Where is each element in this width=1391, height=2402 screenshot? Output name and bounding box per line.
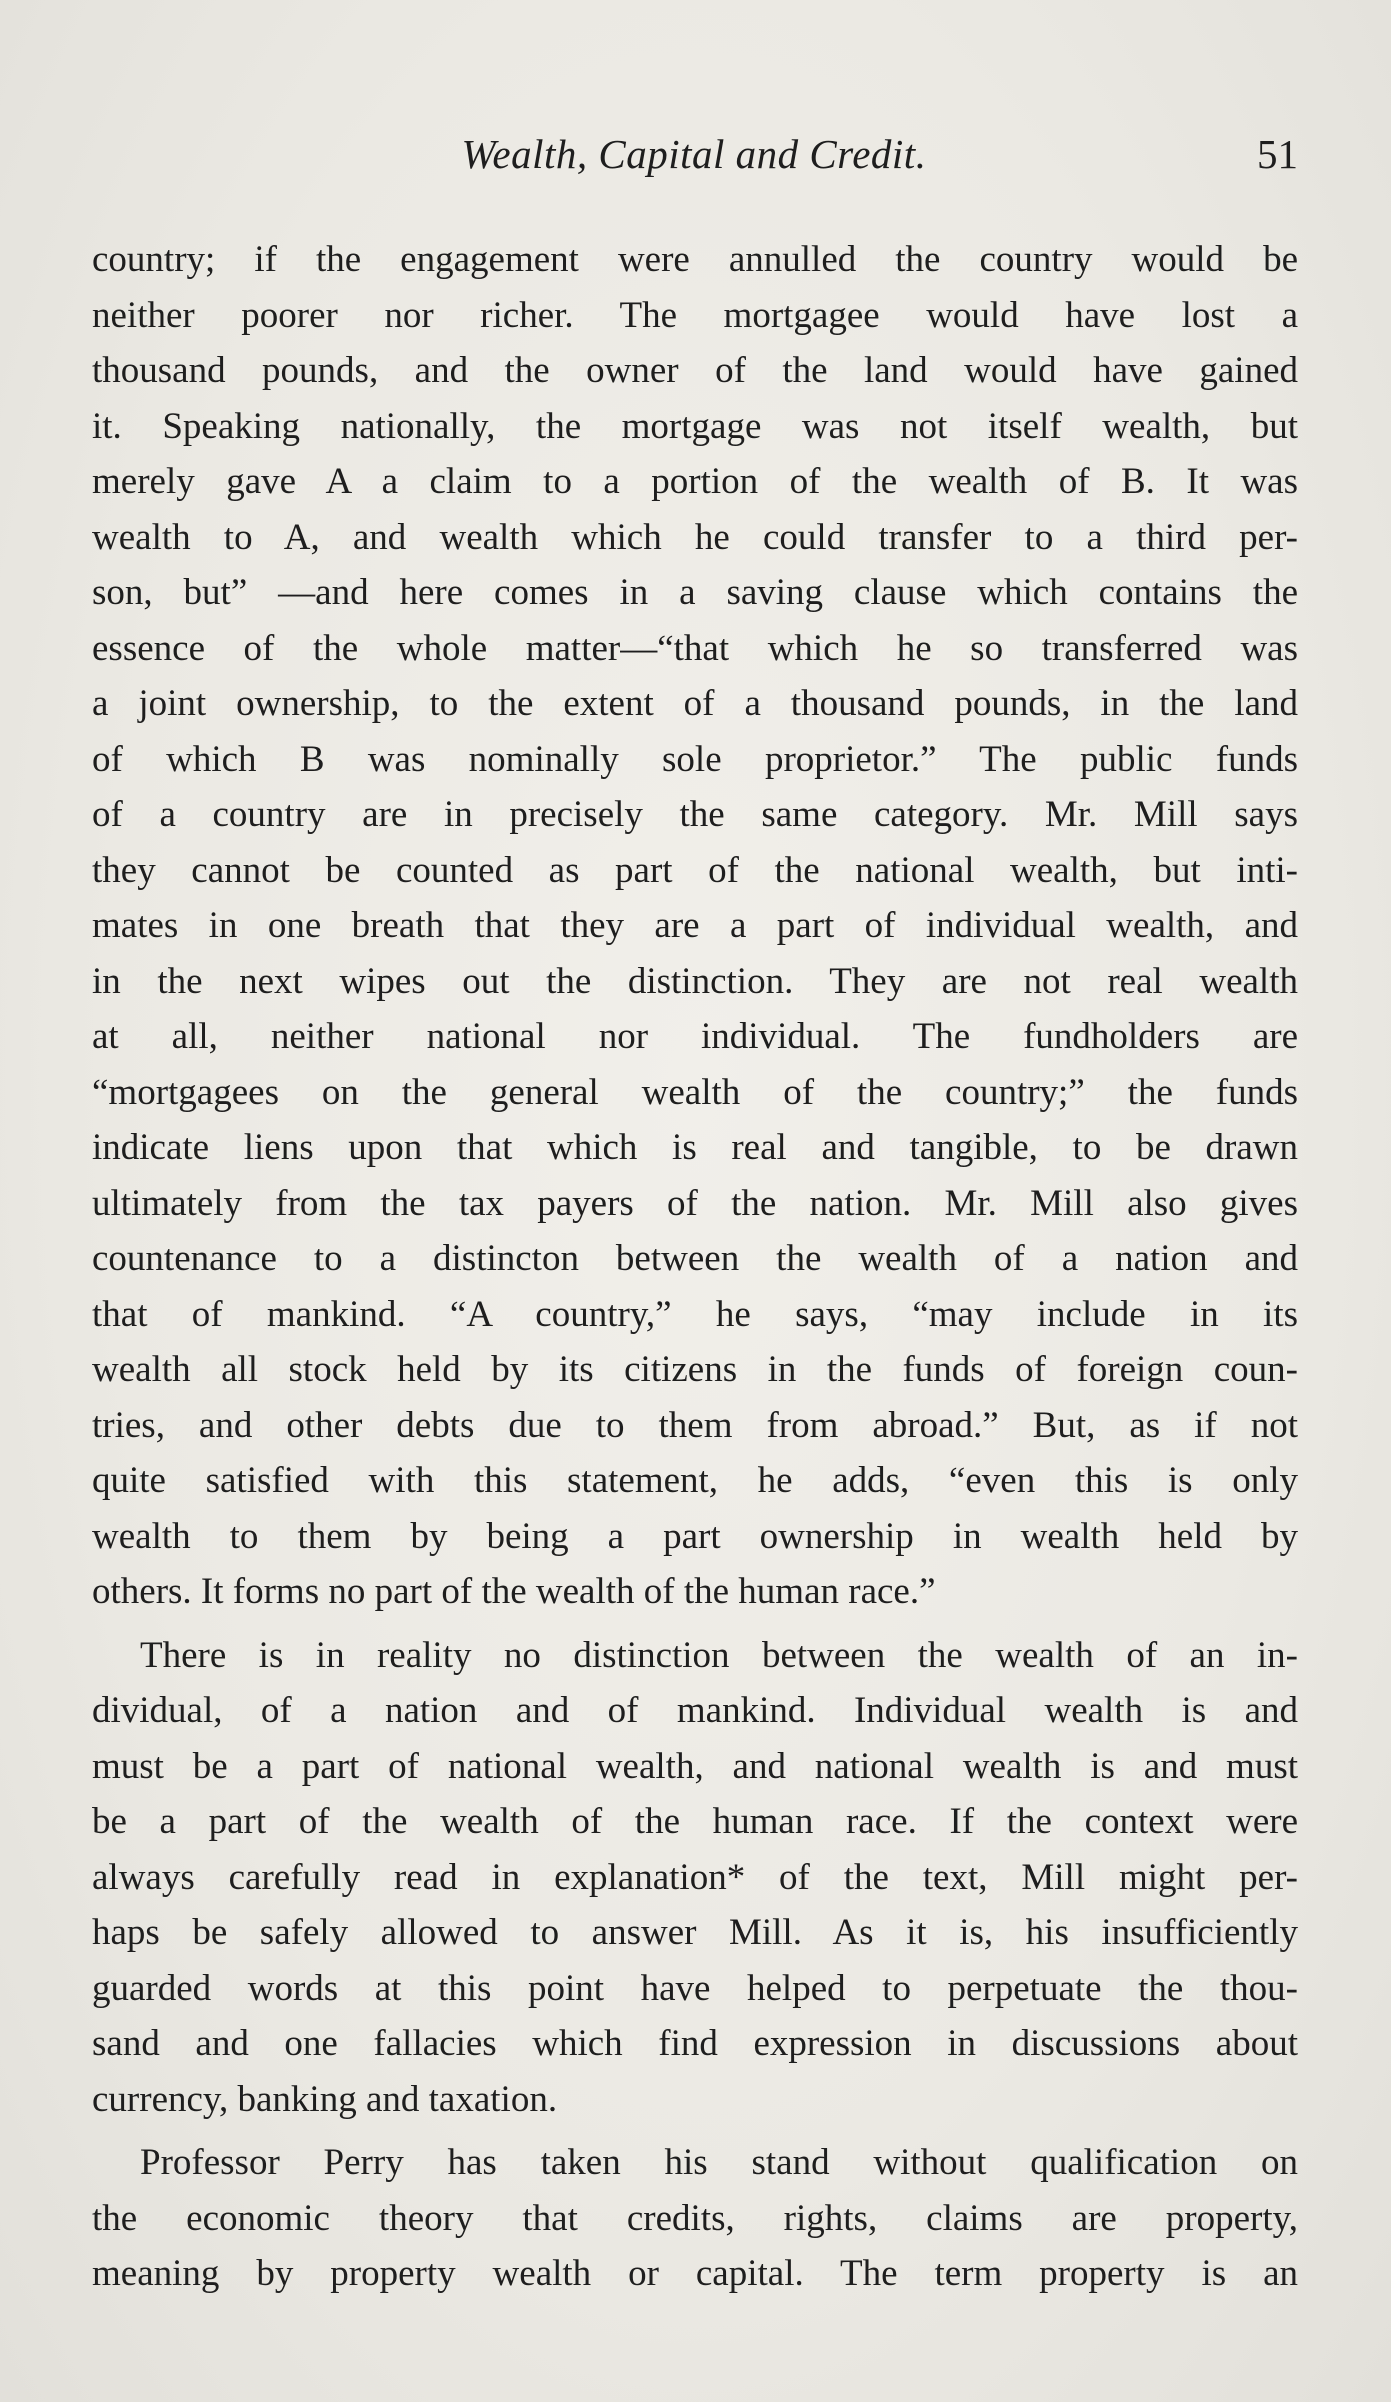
text-line: in the next wipes out the distinction. They are not real wealth: [92, 960, 1298, 1002]
text-line: thousand pounds, and the owner of the land would have gained: [92, 350, 1298, 391]
text-line: neither poorer nor richer. The mortgagee would have lost a: [92, 294, 1298, 336]
page-number: 51: [1257, 131, 1298, 177]
text-line: of a country are in precisely the same category. Mr. Mill says: [92, 794, 1298, 835]
text-line: mates in one breath that they are a part of individual wealth, and: [92, 905, 1298, 946]
paragraph: [92, 1628, 1298, 2128]
text-line: dividual, of a nation and of mankind. Individual wealth is and: [92, 1690, 1298, 1731]
text-line: be a part of the wealth of the human race. If the context were: [92, 1801, 1298, 1842]
text-line: indicate liens upon that which is real and tangible, to be drawn: [92, 1127, 1298, 1168]
text-line: tries, and other debts due to them from abroad.” But, as if not: [92, 1404, 1298, 1446]
text-line: haps be safely allowed to answer Mill. As it is, his insufficiently: [92, 1912, 1298, 1953]
text-line: sand and one fallacies which find expression in discussions about: [92, 2023, 1298, 2064]
paragraph: [92, 232, 1298, 1620]
text-line: meaning by property wealth or capital. The term property is an: [92, 2253, 1298, 2294]
text-line: country; if the engagement were annulled the country would be: [92, 239, 1298, 280]
text-line: currency, banking and taxation.: [92, 2078, 558, 2120]
body-text: [92, 232, 1298, 2302]
text-line: the economic theory that credits, rights, claims are property,: [92, 2197, 1298, 2239]
text-line: others. It forms no part of the wealth of the human race.”: [92, 1571, 936, 1612]
paragraph: [92, 2135, 1298, 2302]
text-line: wealth to them by being a part ownership in wealth held by: [92, 1515, 1298, 1557]
text-line: guarded words at this point have helped to perpetuate the thou-: [92, 1967, 1298, 2009]
text-line: always carefully read in explanation* of the text, Mill might per-: [92, 1856, 1298, 1898]
text-line: wealth all stock held by its citizens in the funds of foreign coun-: [92, 1349, 1298, 1390]
text-line: it. Speaking nationally, the mortgage was not itself wealth, but: [92, 405, 1298, 447]
text-line: at all, neither national nor individual. The fundholders are: [92, 1016, 1298, 1057]
text-line: a joint ownership, to the extent of a thousand pounds, in the land: [92, 683, 1298, 724]
text-line: merely gave A a claim to a portion of the wealth of B. It was: [92, 461, 1298, 502]
paragraph-gap: [92, 1620, 1298, 1628]
text-line: must be a part of national wealth, and national wealth is and must: [92, 1745, 1298, 1787]
text-line: wealth to A, and wealth which he could transfer to a third per-: [92, 516, 1298, 558]
text-line: “mortgagees on the general wealth of the country;” the funds: [92, 1071, 1298, 1113]
paragraph-gap: [92, 2127, 1298, 2135]
text-line: There is in reality no distinction between the wealth of an in-: [140, 1634, 1298, 1676]
page-header: [90, 130, 1298, 186]
running-title: Wealth, Capital and Credit.: [461, 131, 927, 177]
text-line: essence of the whole matter—“that which he so transferred was: [92, 627, 1298, 669]
text-line: ultimately from the tax payers of the nation. Mr. Mill also gives: [92, 1182, 1298, 1224]
text-line: that of mankind. “A country,” he says, “may include in its: [92, 1293, 1298, 1335]
text-line: of which B was nominally sole proprietor.” The public funds: [92, 738, 1298, 780]
text-line: Professor Perry has taken his stand without qualification on: [140, 2142, 1298, 2183]
text-line: they cannot be counted as part of the national wealth, but inti-: [92, 849, 1298, 891]
text-line: son, but” —and here comes in a saving clause which contains the: [92, 572, 1298, 613]
text-line: quite satisfied with this statement, he adds, “even this is only: [92, 1460, 1298, 1501]
text-line: countenance to a distincton between the wealth of a nation and: [92, 1238, 1298, 1279]
